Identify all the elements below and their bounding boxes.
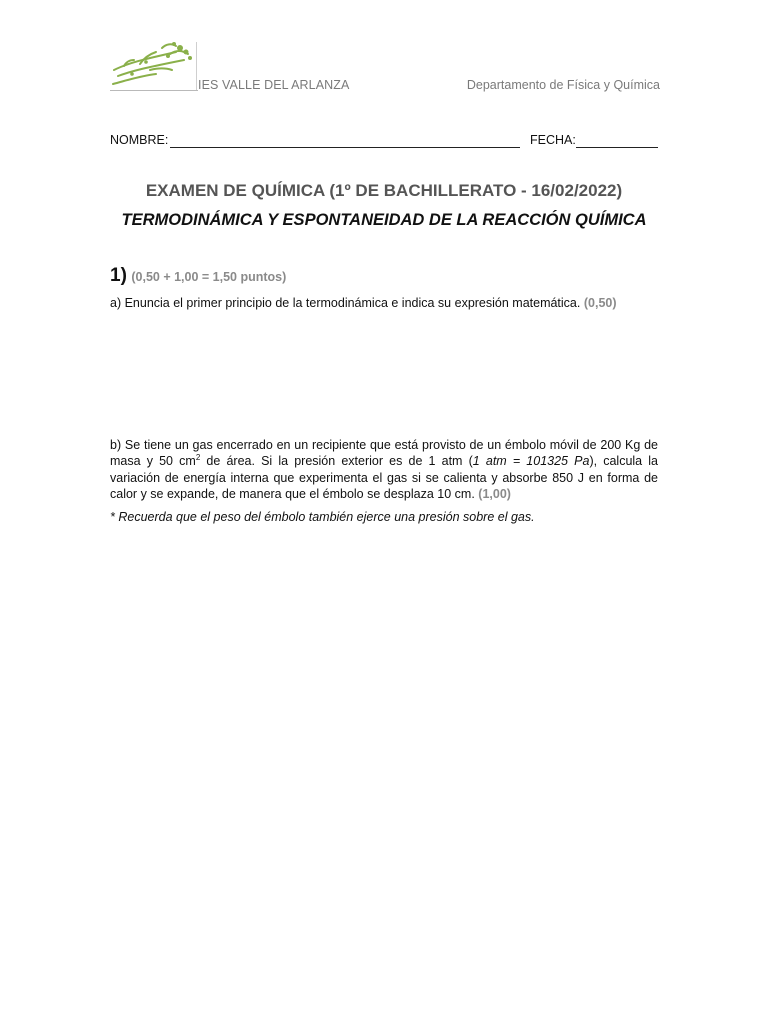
question-points: (0,50 + 1,00 = 1,50 puntos) (131, 270, 287, 284)
question-1b (110, 437, 658, 502)
question-1b-text-1: b) Se tiene un gas encerrado en un recipiente que está provisto de un émbolo móvil de 200 Kg de masa y 50 cm (110, 438, 658, 469)
date-label: FECHA: (530, 133, 576, 147)
question-number: 1) (110, 265, 127, 286)
question-1b-text-2: de área. Si la presión exterior es de 1 atm ( (200, 454, 473, 469)
exam-title: EXAMEN DE QUÍMICA (1º DE BACHILLERATO - 16/02/2022) (145, 181, 623, 200)
question-1a-points: (0,50) (583, 296, 617, 310)
question-1b-points: (1,00) (478, 486, 511, 501)
date-field[interactable] (576, 147, 658, 148)
logo-divider (196, 42, 197, 91)
school-name: IES VALLE DEL ARLANZA (198, 78, 350, 92)
logo-underline (110, 90, 198, 91)
question-1b-text-3: ), calcula la variación de energía interna que experimenta el gas si se calienta y absorbe 850 J en forma de calor y se expande, de manera que el émbolo se desplaza 10 cm. (110, 454, 658, 501)
exam-subtitle: TERMODINÁMICA Y ESPONTANEIDAD DE LA REACCIÓN QUÍMICA (121, 211, 647, 229)
page-header (110, 40, 660, 94)
question-1b-italic: 1 atm = 101325 Pa (472, 454, 590, 469)
question-1-header (110, 265, 660, 287)
department-name: Departamento de Física y Química (466, 78, 660, 92)
question-1a-text: a) Enuncia el primer principio de la termodinámica e indica su expresión matemática. (110, 296, 581, 310)
name-label: NOMBRE: (110, 133, 169, 147)
question-1-note: * Recuerda que el peso del émbolo también ejerce una presión sobre el gas. (110, 510, 535, 524)
name-field[interactable] (170, 147, 520, 148)
student-info-line (110, 133, 660, 151)
question-1a (110, 295, 660, 311)
question-1b-superscript: 2 (195, 453, 201, 463)
school-logo-icon (110, 40, 200, 92)
